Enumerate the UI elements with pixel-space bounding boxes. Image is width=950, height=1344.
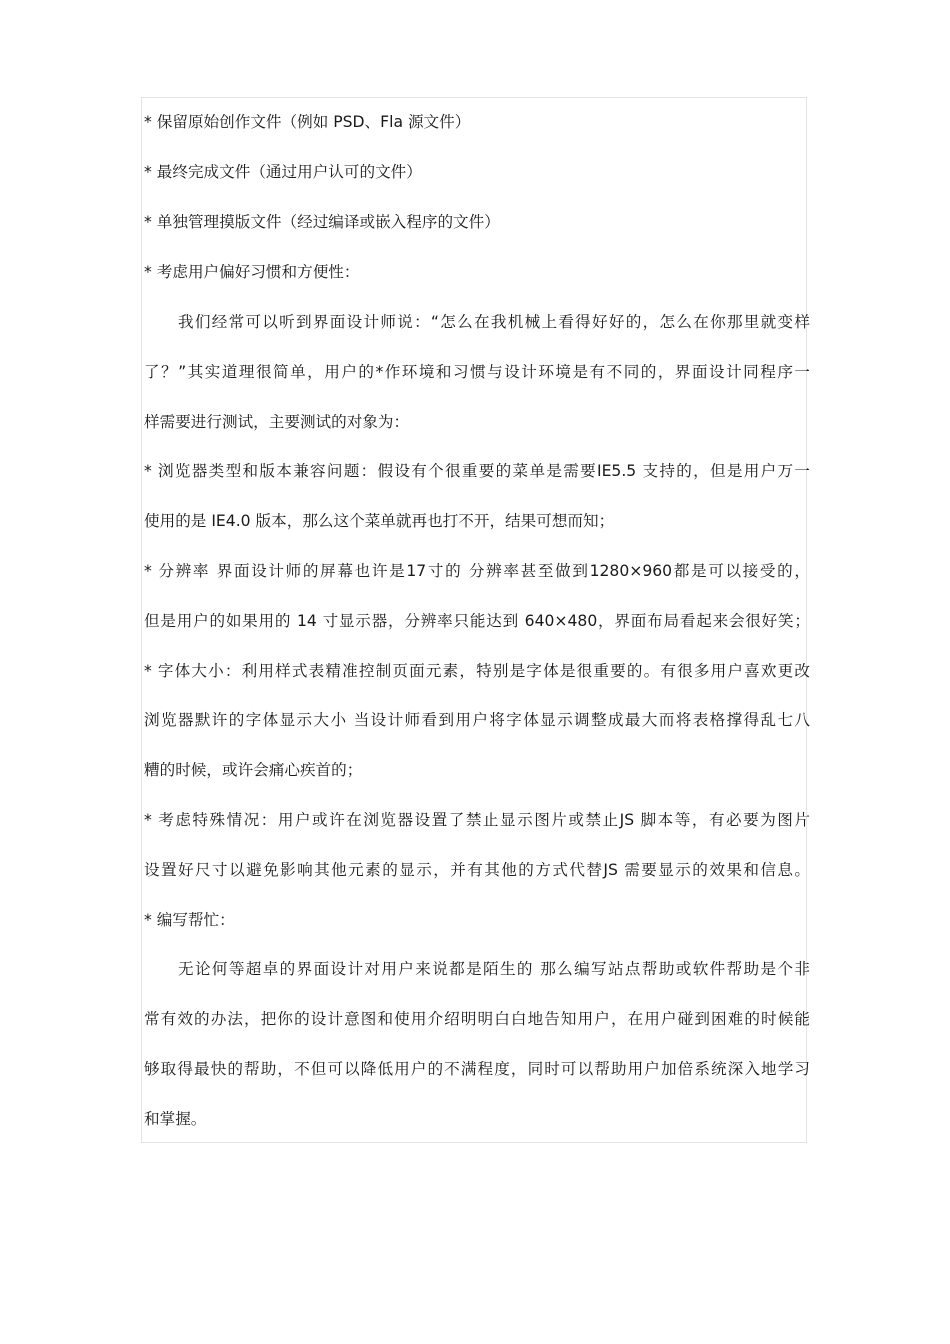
bullet-line: * 保留原始创作文件（例如 PSD、Fla 源文件）: [144, 113, 471, 131]
paragraph-line: 我们经常可以听到界面设计师说：“怎么在我机械上看得好好的，怎么在你那里就变样: [178, 313, 810, 331]
paragraph-line: 常有效的办法，把你的设计意图和使用介绍明明白白地告知用户，在用户碰到困难的时候能: [144, 1010, 810, 1028]
bullet-line: * 考虑用户偏好习惯和方便性：: [144, 263, 360, 281]
paragraph-line: 和掌握。: [144, 1110, 207, 1128]
paragraph-line: 样需要进行测试，主要测试的对象为：: [144, 413, 410, 431]
bullet-line: * 分辨率 界面设计师的屏幕也许是17寸的 分辨率甚至做到1280×960都是可以接受的，: [144, 562, 810, 580]
bullet-line: * 浏览器类型和版本兼容问题：假设有个很重要的菜单是需要IE5.5 支持的，但是用户万一: [144, 462, 810, 480]
bullet-line: * 最终完成文件（通过用户认可的文件）: [144, 163, 422, 181]
paragraph-line: 了？”其实道理很简单，用户的*作环境和习惯与设计环境是有不同的，界面设计同程序一: [144, 363, 810, 381]
paragraph-line: 设置好尺寸以避免影响其他元素的显示，并有其他的方式代替JS 需要显示的效果和信息。: [144, 861, 810, 879]
paragraph-line: 够取得最快的帮助，不但可以降低用户的不满程度，同时可以帮助用户加倍系统深入地学习: [144, 1060, 810, 1078]
paragraph-line: 浏览器默许的字体显示大小 当设计师看到用户将字体显示调整成最大而将表格撑得乱七八: [144, 711, 810, 729]
paragraph-line: 但是用户的如果用的 14 寸显示器，分辨率只能达到 640×480，界面布局看起来会很好笑；: [144, 612, 810, 630]
paragraph-line: 使用的是 IE4.0 版本，那么这个菜单就再也打不开，结果可想而知；: [144, 512, 615, 530]
bullet-line: * 单独管理摸版文件（经过编译或嵌入程序的文件）: [144, 213, 500, 231]
bullet-line: * 考虑特殊情况：用户或许在浏览器设置了禁止显示图片或禁止JS 脚本等，有必要为图片: [144, 811, 810, 829]
bullet-line: * 字体大小：利用样式表精准控制页面元素，特别是字体是很重要的。有很多用户喜欢更改: [144, 662, 810, 680]
bullet-line: * 编写帮忙：: [144, 911, 235, 929]
paragraph-line: 无论何等超卓的界面设计对用户来说都是陌生的 那么编写站点帮助或软件帮助是个非: [178, 960, 810, 978]
paragraph-line: 糟的时候，或许会痛心疾首的；: [144, 761, 363, 779]
